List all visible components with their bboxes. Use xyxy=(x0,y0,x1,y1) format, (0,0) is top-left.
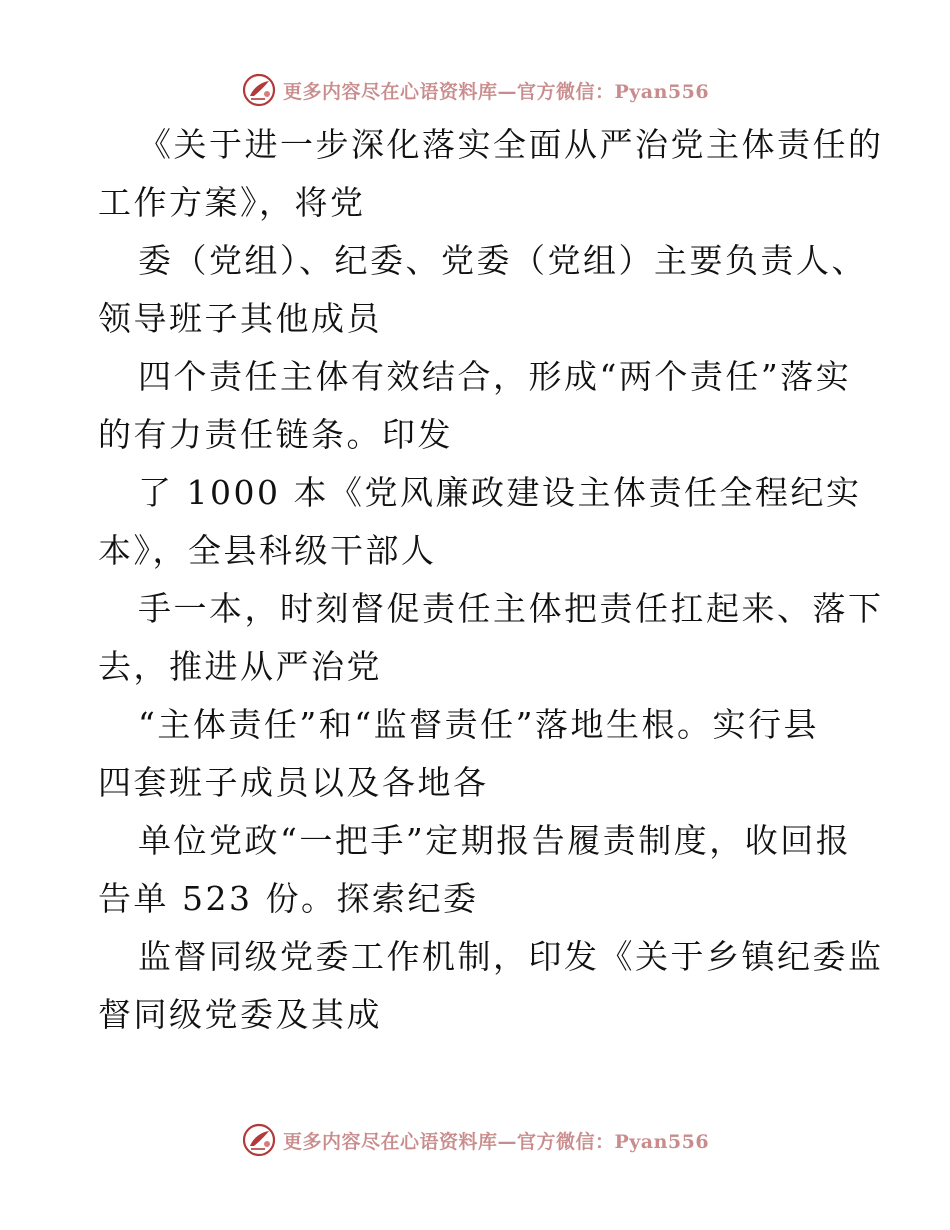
body-line: 四个责任主体有效结合，形成“两个责任”落实 xyxy=(138,357,852,396)
body-line: 领导班子其他成员 xyxy=(98,299,382,338)
body-line: 本》，全县科级干部人 xyxy=(98,531,437,570)
body-line: 去，推进从严治党 xyxy=(98,647,382,686)
writing-hand-logo-icon xyxy=(241,1122,277,1158)
body-line: 工作方案》，将党 xyxy=(98,183,366,222)
body-line: “主体责任”和“监督责任”落地生根。实行县 xyxy=(138,705,819,744)
document-body xyxy=(98,116,884,1044)
body-line: 告单 523 份。探索纪委 xyxy=(98,879,479,918)
writing-hand-logo-icon xyxy=(241,72,277,108)
body-line: 《关于进一步深化落实全面从严治党主体责任的 xyxy=(138,125,884,164)
body-line: 手一本，时刻督促责任主体把责任扛起来、落下 xyxy=(138,589,884,628)
body-line: 督同级党委及其成 xyxy=(98,995,382,1034)
body-line: 的有力责任链条。印发 xyxy=(98,415,453,454)
watermark-text: 更多内容尽在心语资料库—官方微信：Pyan556 xyxy=(282,1130,710,1153)
body-line: 监督同级党委工作机制，印发《关于乡镇纪委监 xyxy=(138,937,884,976)
watermark-text: 更多内容尽在心语资料库—官方微信：Pyan556 xyxy=(282,80,710,103)
body-line: 了 1000 本《党风廉政建设主体责任全程纪实 xyxy=(138,473,862,512)
body-line: 单位党政“一把手”定期报告履责制度，收回报 xyxy=(138,821,852,860)
body-line: 四套班子成员以及各地各 xyxy=(98,763,489,802)
footer-watermark xyxy=(0,1120,950,1160)
header-watermark xyxy=(0,70,950,110)
body-line: 委（党组）、纪委、党委（党组）主要负责人、 xyxy=(138,241,867,280)
